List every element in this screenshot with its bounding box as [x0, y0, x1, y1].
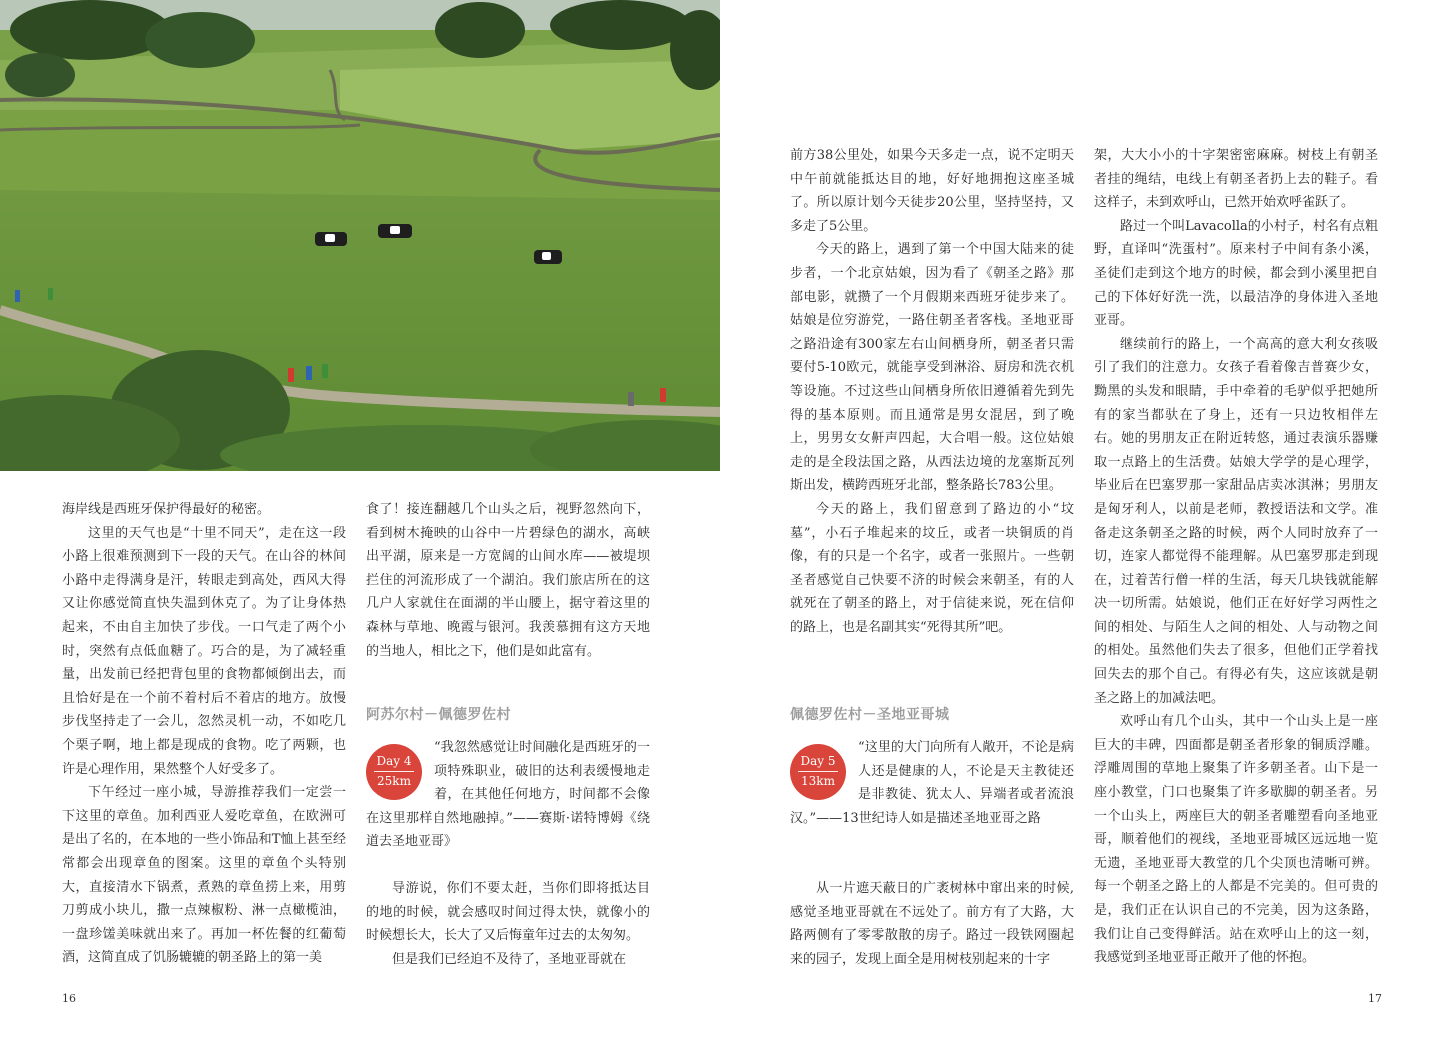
right-column-1-bottom	[790, 877, 1074, 971]
landscape-photo	[0, 0, 720, 471]
day5-label: Day 5	[800, 754, 836, 768]
day5-quote	[790, 736, 1074, 830]
day5-quote-text: “这里的大门向所有人敞开，不论是病人还是健康的人，不论是天主教徒还是非教徒、犹太人、异端者或者流浪汉。”——13世纪诗人如是描述圣地亚哥之路	[790, 740, 1074, 826]
badge-spacer	[366, 736, 434, 804]
paragraph: 路过一个叫Lavacolla的小村子，村名有点粗野，直译叫“洗蛋村”。原来村子中间有条小溪，圣徒们走到这个地方的时候，都会到小溪里把自己的下体好好洗一洗，以最洁净的身体进入圣地亚哥。	[1094, 218, 1378, 329]
right-column-2	[1094, 144, 1378, 970]
section-heading-day4: 阿苏尔村－佩德罗佐村	[366, 707, 511, 723]
day5-distance: 13km	[801, 774, 835, 788]
day4-quote	[366, 736, 650, 854]
paragraph: 海岸线是西班牙保护得最好的秘密。	[62, 502, 271, 517]
paragraph: 食了！接连翻越几个山头之后，视野忽然向下，看到树木掩映的山谷中一片碧绿色的湖水，高峡出平湖，原来是一方宽阔的山间水库——被堤坝拦住的河流形成了一个湖泊。我们旅店所在的这几户人家就住在面湖的半山腰上，据守着这里的森林与草地、晚霞与银河。我羡慕拥有这方天地的当地人，相比之下，他们是如此富有。	[366, 502, 650, 659]
paragraph: 今天的路上，我们留意到了路边的小“坟墓”，小石子堆起来的坟丘，或者一块铜质的肖像，有的只是一个名字，或者一张照片。一些朝圣者感觉自己快要不济的时候会来朝圣，有的人就死在了朝圣的路上，对于信徒来说，死在信仰的路上，也是名副其实“死得其所”吧。	[790, 501, 1074, 635]
right-column-1-top	[790, 144, 1074, 639]
paragraph: 下午经过一座小城，导游推荐我们一定尝一下这里的章鱼。加利西亚人爱吃章鱼，在欧洲可是出了名的，在本地的一些小饰品和T恤上甚至经常都会出现章鱼的图案。这里的章鱼个头特别大，直接清水下锅煮，煮熟的章鱼捞上来，用剪刀剪成小块儿，撒一点辣椒粉、淋一点橄榄油，一盘珍馐美味就出来了。再加一杯佐餐的红葡萄酒，这简直成了饥肠辘辘的朝圣路上的第一美	[62, 785, 346, 966]
paragraph: 这里的天气也是“十里不同天”，走在这一段小路上很难预测到下一段的天气。在山谷的林间小路中走得满身是汗，转眼走到高处，西风大得又让你感觉简直快失温到休克了。为了让身体热起来，不由自主加快了步伐。一口气走了两个小时，突然有点低血糖了。巧合的是，为了减轻重量，出发前已经把背包里的食物都倾倒出去，而且恰好是在一个前不着村后不着店的地方。放慢步伐坚持走了一会儿，忽然灵机一动，不如吃几个栗子啊，地上都是现成的食物。吃了两颗，也许是心理作用，果然整个人好受多了。	[62, 525, 346, 777]
paragraph: 架，大大小小的十字架密密麻麻。树枝上有朝圣者挂的绳结，电线上有朝圣者扔上去的鞋子。看这样子，未到欢呼山，已然开始欢呼雀跃了。	[1094, 148, 1378, 211]
paragraph: 前方38公里处，如果今天多走一点，说不定明天中午前就能抵达目的地，好好地拥抱这座圣城了。所以原计划今天徒步20公里，坚持坚持，又多走了5公里。	[790, 148, 1074, 234]
paragraph: 今天的路上，遇到了第一个中国大陆来的徒步者，一个北京姑娘，因为看了《朝圣之路》那部电影，就攒了一个月假期来西班牙徒步来了。姑娘是位穷游党，一路住朝圣者客栈。圣地亚哥之路沿途有300家左右山间栖身所，朝圣者只需要付5-10欧元，就能享受到淋浴、厨房和洗衣机等设施。不过这些山间栖身所依旧遵循着先到先得的基本原则。而且通常是男女混居，到了晚上，男男女女鼾声四起，大合唱一般。这位姑娘走的是全段法国之路，从西法边境的龙塞斯瓦列斯出发，横跨西班牙北部，整条路长783公里。	[790, 242, 1074, 494]
section-heading-day5: 佩德罗佐村－圣地亚哥城	[790, 707, 950, 723]
pasture-illustration	[0, 0, 720, 471]
paragraph: 继续前行的路上，一个高高的意大利女孩吸引了我们的注意力。女孩子看着像吉普赛少女，黝黑的头发和眼睛，手中牵着的毛驴似乎把她所有的家当都驮在了身上，还有一只边牧相伴左右。她的男朋友正在附近转悠，通过表演乐器赚取一点路上的生活费。姑娘大学学的是心理学，毕业后在巴塞罗那一家甜品店卖冰淇淋；男朋友是匈牙利人，以前是老师，教授语法和文学。准备走这条朝圣之路的时候，两个人同时放弃了一切，连家人都觉得不能理解。从巴塞罗那走到现在，过着苦行僧一样的生活，每天几块钱就能解决一切所需。姑娘说，他们正在好好学习两性之间的相处、与陌生人之间的相处、人与动物之间的相处。虽然他们失去了很多，但他们正学着找回失去的那个自己。有得必有失，这应该就是朝圣之路上的加减法吧。	[1094, 336, 1378, 706]
left-column-2-top	[366, 498, 650, 663]
page-number-right: 17	[1368, 992, 1382, 1005]
paragraph: 欢呼山有几个山头，其中一个山头上是一座巨大的丰碑，四面都是朝圣者形象的铜质浮雕。浮雕周围的草地上聚集了许多朝圣者。山下是一座小教堂，门口也聚集了许多歇脚的朝圣者。另一个山头上，两座巨大的朝圣者雕塑看向圣地亚哥，顺着他们的视线，圣地亚哥城区远远地一览无遗，圣地亚哥大教堂的几个尖顶也清晰可辨。每一个朝圣之路上的人都是不完美的。但可贵的是，我们正在认识自己的不完美，因为这条路，我们让自己变得鲜活。站在欢呼山上的这一刻，我感觉到圣地亚哥正敞开了他的怀抱。	[1094, 714, 1378, 966]
badge-spacer	[790, 736, 858, 804]
left-column-2-bottom	[366, 877, 650, 971]
paragraph: 但是我们已经迫不及待了，圣地亚哥就在	[392, 951, 627, 967]
day4-label: Day 4	[376, 754, 412, 768]
day4-distance: 25km	[377, 774, 411, 788]
day4-quote-text: “我忽然感觉让时间融化是西班牙的一项特殊职业，破旧的达利表缓慢地走着，在其他任何地方，时间都不会像在这里那样自然地融掉。”——赛斯·诺特博姆《绕道去圣地亚哥》	[366, 740, 650, 850]
left-column-1	[62, 498, 346, 970]
page-number-left: 16	[62, 992, 76, 1005]
paragraph: 从一片遮天蔽日的广袤树林中窜出来的时候,感觉圣地亚哥就在不远处了。前方有了大路，大路两侧有了零零散散的房子。路过一段铁网圈起来的园子，发现上面全是用树枝别起来的十字	[790, 881, 1074, 967]
paragraph: 导游说，你们不要太赶，当你们即将抵达目的地的时候，就会感叹时间过得太快，就像小的时候想长大，长大了又后悔童年过去的太匆匆。	[366, 881, 650, 944]
